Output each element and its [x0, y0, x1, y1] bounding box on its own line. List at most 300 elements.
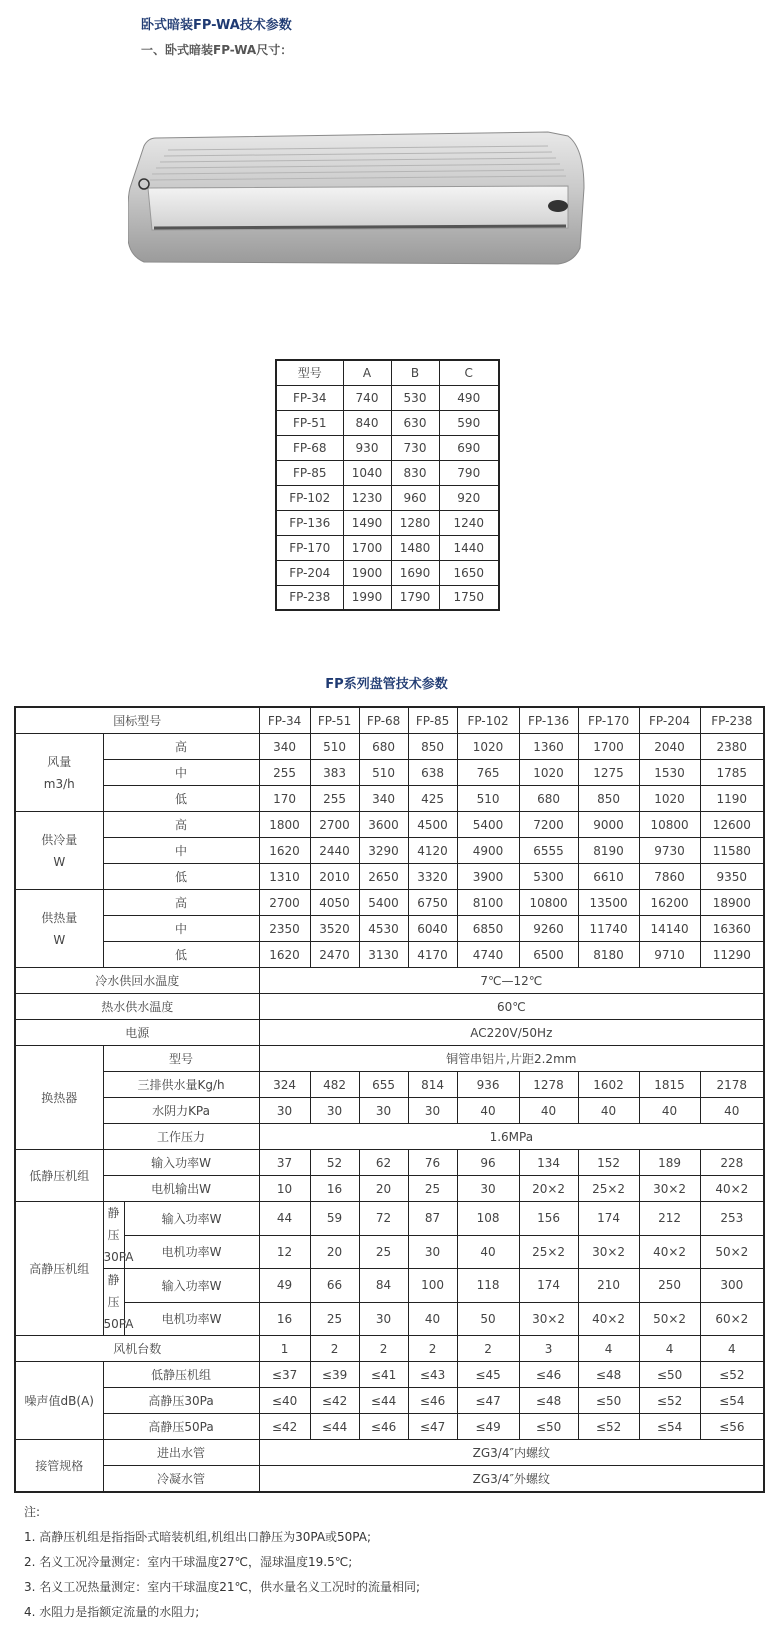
table-cell: ≤50	[639, 1362, 700, 1388]
table-cell: 6500	[519, 942, 578, 968]
table-cell: 40×2	[639, 1235, 700, 1269]
table-cell: ≤48	[578, 1362, 639, 1388]
table-cell: ≤50	[578, 1388, 639, 1414]
table-cell: 1650	[439, 560, 499, 585]
column-header: FP-136	[519, 707, 578, 734]
speed-label: 低	[103, 786, 259, 812]
table-cell: 输入功率W	[124, 1202, 259, 1236]
row-header-line: 供冷量	[41, 832, 78, 847]
table-cell: 920	[439, 485, 499, 510]
table-cell: 4	[700, 1336, 764, 1362]
table-cell: 253	[700, 1202, 764, 1236]
table-cell: 118	[457, 1269, 519, 1303]
table-cell: 9350	[700, 864, 764, 890]
table-cell: 50×2	[639, 1302, 700, 1336]
table-cell: 840	[343, 410, 391, 435]
table-cell: 680	[359, 734, 408, 760]
table-cell: 25×2	[519, 1235, 578, 1269]
table-cell: 型号	[103, 1046, 259, 1072]
cold-water-temp-label: 冷水供回水温度	[15, 968, 259, 994]
table-row	[15, 968, 764, 994]
table-cell: 530	[391, 385, 439, 410]
table-row	[276, 535, 499, 560]
table-cell: FP-68	[276, 435, 343, 460]
speed-label: 高	[103, 734, 259, 760]
table-cell: 30	[359, 1302, 408, 1336]
table-cell: 4500	[408, 812, 457, 838]
table-row	[15, 1150, 764, 1176]
hot-water-temp-value: 60℃	[259, 994, 764, 1020]
table-cell: ≤52	[700, 1362, 764, 1388]
table-cell: 255	[259, 760, 310, 786]
table-row	[15, 838, 764, 864]
table-cell: 25	[310, 1302, 359, 1336]
table-cell: 96	[457, 1150, 519, 1176]
table-cell: 1490	[343, 510, 391, 535]
table-cell: 1900	[343, 560, 391, 585]
table-cell: 4	[578, 1336, 639, 1362]
table-row	[15, 786, 764, 812]
table-cell: 59	[310, 1202, 359, 1236]
row-header-line: 静压	[107, 1206, 120, 1242]
table-cell: 340	[359, 786, 408, 812]
table-cell: 50×2	[700, 1235, 764, 1269]
table-cell: 340	[259, 734, 310, 760]
table-cell: 850	[578, 786, 639, 812]
column-header: FP-34	[259, 707, 310, 734]
table-cell: 铜管串铝片,片距2.2mm	[259, 1046, 764, 1072]
table-cell: 输入功率W	[103, 1150, 259, 1176]
table-cell: 12600	[700, 812, 764, 838]
table-cell: 590	[439, 410, 499, 435]
table-cell: 1440	[439, 535, 499, 560]
table-cell: 510	[359, 760, 408, 786]
table-cell: 4900	[457, 838, 519, 864]
table-cell: 3900	[457, 864, 519, 890]
table-cell: ≤52	[578, 1414, 639, 1440]
speed-label: 中	[103, 760, 259, 786]
table-cell: 2	[310, 1336, 359, 1362]
power-supply-value: AC220V/50Hz	[259, 1020, 764, 1046]
table-cell: 1690	[391, 560, 439, 585]
table-cell: 630	[391, 410, 439, 435]
table-cell: 2650	[359, 864, 408, 890]
table-cell: 1240	[439, 510, 499, 535]
column-header: FP-85	[408, 707, 457, 734]
table-cell: ≤42	[310, 1388, 359, 1414]
table-row	[276, 485, 499, 510]
table-row	[15, 1020, 764, 1046]
table-cell: 960	[391, 485, 439, 510]
table-cell: 40×2	[700, 1176, 764, 1202]
row-header-line: W	[53, 854, 66, 869]
row-header-line: 供热量	[41, 910, 78, 925]
table-row	[15, 1072, 764, 1098]
static-pressure-50-label	[103, 1269, 134, 1336]
table-cell: 134	[519, 1150, 578, 1176]
static-pressure-30-label	[103, 1202, 134, 1269]
speed-label: 中	[103, 916, 259, 942]
table-cell: 936	[457, 1072, 519, 1098]
table-cell: ≤47	[457, 1388, 519, 1414]
table-cell: 1230	[343, 485, 391, 510]
table-cell: 10800	[639, 812, 700, 838]
table-cell: 324	[259, 1072, 310, 1098]
table-cell: 9000	[578, 812, 639, 838]
table-cell: 730	[391, 435, 439, 460]
table-cell: 高静压50Pa	[103, 1414, 259, 1440]
table-cell: 40×2	[578, 1302, 639, 1336]
table-row	[15, 916, 764, 942]
table-cell: 2010	[310, 864, 359, 890]
table-cell: 40	[578, 1098, 639, 1124]
table-cell: 1310	[259, 864, 310, 890]
fan-count-label: 风机台数	[15, 1336, 259, 1362]
table-cell: 4	[639, 1336, 700, 1362]
table-cell: 8190	[578, 838, 639, 864]
table-cell: 16200	[639, 890, 700, 916]
table-cell: 1750	[439, 585, 499, 610]
table-cell: 510	[310, 734, 359, 760]
table-row	[15, 1336, 764, 1362]
table-cell: 30	[310, 1098, 359, 1124]
speed-label: 低	[103, 942, 259, 968]
table-cell: 108	[457, 1202, 519, 1236]
table-cell: 40	[457, 1235, 519, 1269]
table-cell: ≤50	[519, 1414, 578, 1440]
table-cell: FP-136	[276, 510, 343, 535]
table-cell: ≤49	[457, 1414, 519, 1440]
table-cell: 25	[359, 1235, 408, 1269]
table-cell: 三排供水量Kg/h	[103, 1072, 259, 1098]
table-cell: FP-204	[276, 560, 343, 585]
table-cell: 37	[259, 1150, 310, 1176]
column-header: FP-102	[457, 707, 519, 734]
heating-label	[15, 890, 103, 968]
table-cell: 40	[639, 1098, 700, 1124]
table-row	[276, 585, 499, 610]
table-cell: 7860	[639, 864, 700, 890]
table-cell: 655	[359, 1072, 408, 1098]
table-row	[15, 890, 764, 916]
table-cell: 1360	[519, 734, 578, 760]
table-cell: 1020	[519, 760, 578, 786]
table-cell: ≤47	[408, 1414, 457, 1440]
table-cell: 510	[457, 786, 519, 812]
table-row	[15, 1176, 764, 1202]
table-cell: 30	[408, 1098, 457, 1124]
table-row	[15, 1046, 764, 1072]
speed-label: 中	[103, 838, 259, 864]
table-cell: 170	[259, 786, 310, 812]
table-cell: 14140	[639, 916, 700, 942]
note-item: 1. 高静压机组是指指卧式暗装机组,机组出口静压为30PA或50PA;	[24, 1530, 372, 1544]
table-cell: 5400	[457, 812, 519, 838]
table-cell: 2	[359, 1336, 408, 1362]
table-row	[15, 1466, 764, 1493]
table-row	[276, 435, 499, 460]
table-row	[15, 1388, 764, 1414]
table-cell: 电机功率W	[124, 1302, 259, 1336]
table-cell: ≤40	[259, 1388, 310, 1414]
table-row	[276, 410, 499, 435]
table-cell: 6610	[578, 864, 639, 890]
note-item: 2. 名义工况冷量测定：室内干球温度27℃，湿球温度19.5℃;	[24, 1555, 353, 1569]
table-cell: ≤42	[259, 1414, 310, 1440]
table-cell: 9260	[519, 916, 578, 942]
table-cell: ≤46	[519, 1362, 578, 1388]
table-cell: 30×2	[519, 1302, 578, 1336]
table-cell: 12	[259, 1235, 310, 1269]
table-cell: 高静压30Pa	[103, 1388, 259, 1414]
table-cell: 30	[457, 1176, 519, 1202]
table-cell: 638	[408, 760, 457, 786]
piping-label: 接管规格	[15, 1440, 103, 1493]
table-cell: 690	[439, 435, 499, 460]
table-cell: 6750	[408, 890, 457, 916]
table-cell: 18900	[700, 890, 764, 916]
table-row	[15, 1362, 764, 1388]
table-cell: 40	[519, 1098, 578, 1124]
column-header: FP-204	[639, 707, 700, 734]
table-cell: 60×2	[700, 1302, 764, 1336]
row-header-line: 50PA	[103, 1317, 134, 1331]
dimensions-table	[275, 359, 500, 611]
table-cell: 20	[310, 1235, 359, 1269]
cooling-label	[15, 812, 103, 890]
table-cell: 930	[343, 435, 391, 460]
table-cell: 50	[457, 1302, 519, 1336]
table-cell: 40	[457, 1098, 519, 1124]
table-cell: 电机功率W	[124, 1235, 259, 1269]
table-cell: 工作压力	[103, 1124, 259, 1150]
table-cell: ≤46	[359, 1414, 408, 1440]
table-cell: 3290	[359, 838, 408, 864]
page-title: 卧式暗装FP-WA技术参数	[141, 18, 292, 33]
table-cell: 30×2	[639, 1176, 700, 1202]
table-cell: 40	[700, 1098, 764, 1124]
table-cell: 1480	[391, 535, 439, 560]
table-cell: 1620	[259, 838, 310, 864]
table-cell: 30	[359, 1098, 408, 1124]
table-cell: 11740	[578, 916, 639, 942]
table-cell: 100	[408, 1269, 457, 1303]
column-header: FP-170	[578, 707, 639, 734]
table-cell: 44	[259, 1202, 310, 1236]
fan-coil-unit-image	[128, 128, 606, 280]
table-cell: 10800	[519, 890, 578, 916]
table-cell: ≤44	[310, 1414, 359, 1440]
table-cell: 84	[359, 1269, 408, 1303]
table-cell: 20×2	[519, 1176, 578, 1202]
speed-label: 高	[103, 812, 259, 838]
table-cell: 490	[439, 385, 499, 410]
table-cell: 2040	[639, 734, 700, 760]
table-cell: 830	[391, 460, 439, 485]
table-cell: 25×2	[578, 1176, 639, 1202]
table-cell: ≤43	[408, 1362, 457, 1388]
spec-table	[14, 706, 765, 1493]
table-cell: 174	[519, 1269, 578, 1303]
table-row	[15, 1124, 764, 1150]
table-cell: 30×2	[578, 1235, 639, 1269]
table-cell: 30	[408, 1235, 457, 1269]
table-cell: 6850	[457, 916, 519, 942]
table-row	[15, 812, 764, 838]
table-cell: 680	[519, 786, 578, 812]
table-cell: FP-170	[276, 535, 343, 560]
table-row	[15, 1440, 764, 1466]
table-row	[15, 760, 764, 786]
table-cell: ≤44	[359, 1388, 408, 1414]
table-cell: 16360	[700, 916, 764, 942]
table-cell: 16	[310, 1176, 359, 1202]
table-row	[15, 1202, 764, 1236]
row-header-line: 静压	[107, 1273, 120, 1309]
notes	[24, 1500, 420, 1625]
table-cell: 冷凝水管	[103, 1466, 259, 1493]
table-cell: 76	[408, 1150, 457, 1176]
table-cell: 1	[259, 1336, 310, 1362]
table-cell: 2178	[700, 1072, 764, 1098]
table-cell: 1700	[578, 734, 639, 760]
table-cell: 3	[519, 1336, 578, 1362]
table-cell: 156	[519, 1202, 578, 1236]
table-cell: 进出水管	[103, 1440, 259, 1466]
table-cell: 16	[259, 1302, 310, 1336]
spec-table-title: FP系列盘管技术参数	[325, 677, 448, 692]
table-cell: 3600	[359, 812, 408, 838]
table-cell: 输入功率W	[124, 1269, 259, 1303]
row-header-line: m3/h	[43, 776, 75, 791]
table-cell: 1020	[639, 786, 700, 812]
table-row	[276, 560, 499, 585]
table-cell: 1280	[391, 510, 439, 535]
table-cell: 62	[359, 1150, 408, 1176]
column-header: 型号	[276, 360, 343, 385]
table-cell: 482	[310, 1072, 359, 1098]
table-cell: 4120	[408, 838, 457, 864]
column-header: C	[439, 360, 499, 385]
column-header: B	[391, 360, 439, 385]
table-cell: FP-34	[276, 385, 343, 410]
table-cell: 212	[639, 1202, 700, 1236]
table-row	[15, 994, 764, 1020]
cold-water-temp-value: 7℃—12℃	[259, 968, 764, 994]
table-cell: 1020	[457, 734, 519, 760]
table-cell: ≤54	[700, 1388, 764, 1414]
table-row	[15, 1098, 764, 1124]
table-cell: 49	[259, 1269, 310, 1303]
table-cell: 300	[700, 1269, 764, 1303]
table-cell: 1040	[343, 460, 391, 485]
table-cell: 9710	[639, 942, 700, 968]
table-row	[15, 1269, 764, 1303]
table-cell: FP-102	[276, 485, 343, 510]
table-cell: 210	[578, 1269, 639, 1303]
table-cell: FP-51	[276, 410, 343, 435]
table-cell: 8100	[457, 890, 519, 916]
table-cell: 1990	[343, 585, 391, 610]
column-header: FP-68	[359, 707, 408, 734]
table-cell: 水阴力KPa	[103, 1098, 259, 1124]
table-cell: 1815	[639, 1072, 700, 1098]
table-row	[276, 385, 499, 410]
table-cell: 5400	[359, 890, 408, 916]
table-row	[276, 460, 499, 485]
table-cell: 72	[359, 1202, 408, 1236]
column-header: FP-238	[700, 707, 764, 734]
table-cell: 790	[439, 460, 499, 485]
noise-label: 噪声值dB(A)	[15, 1362, 103, 1440]
high-static-label: 高静压机组	[15, 1202, 103, 1336]
table-cell: ≤48	[519, 1388, 578, 1414]
table-cell: 20	[359, 1176, 408, 1202]
table-cell: 850	[408, 734, 457, 760]
table-cell: 765	[457, 760, 519, 786]
table-cell: 40	[408, 1302, 457, 1336]
row-header-line: W	[53, 932, 66, 947]
table-cell: 1.6MPa	[259, 1124, 764, 1150]
table-row	[15, 942, 764, 968]
table-cell: 3130	[359, 942, 408, 968]
section-heading: 一、卧式暗装FP-WA尺寸：	[141, 43, 293, 57]
table-cell: 电机输出W	[103, 1176, 259, 1202]
table-cell: 87	[408, 1202, 457, 1236]
table-cell: ≤46	[408, 1388, 457, 1414]
table-cell: 2350	[259, 916, 310, 942]
table-cell: 4170	[408, 942, 457, 968]
table-cell: 25	[408, 1176, 457, 1202]
table-cell: 2	[457, 1336, 519, 1362]
table-cell: 9730	[639, 838, 700, 864]
table-cell: 152	[578, 1150, 639, 1176]
table-row	[15, 734, 764, 760]
table-cell: 1275	[578, 760, 639, 786]
table-cell: 740	[343, 385, 391, 410]
speed-label: 高	[103, 890, 259, 916]
header-row	[15, 707, 764, 734]
table-cell: 228	[700, 1150, 764, 1176]
table-cell: 4740	[457, 942, 519, 968]
table-cell: 2700	[259, 890, 310, 916]
airflow-label	[15, 734, 103, 812]
table-cell: 5300	[519, 864, 578, 890]
table-cell: 174	[578, 1202, 639, 1236]
table-row	[15, 864, 764, 890]
table-cell: 250	[639, 1269, 700, 1303]
table-cell: 低静压机组	[103, 1362, 259, 1388]
row-header-line: 风量	[47, 754, 72, 769]
table-cell: ZG3/4″外螺纹	[259, 1466, 764, 1493]
table-cell: 814	[408, 1072, 457, 1098]
table-cell: 11290	[700, 942, 764, 968]
table-cell: FP-238	[276, 585, 343, 610]
table-cell: 1790	[391, 585, 439, 610]
table-row	[15, 1414, 764, 1440]
table-cell: ≤56	[700, 1414, 764, 1440]
table-cell: ≤52	[639, 1388, 700, 1414]
table-cell: ≤39	[310, 1362, 359, 1388]
low-static-label: 低静压机组	[15, 1150, 103, 1202]
row-header-line: 30PA	[103, 1250, 134, 1264]
table-cell: 1602	[578, 1072, 639, 1098]
table-cell: 6555	[519, 838, 578, 864]
note-item: 4. 水阻力是指额定流量的水阻力;	[24, 1605, 200, 1619]
table-cell: 2	[408, 1336, 457, 1362]
power-supply-label: 电源	[15, 1020, 259, 1046]
table-cell: 4530	[359, 916, 408, 942]
